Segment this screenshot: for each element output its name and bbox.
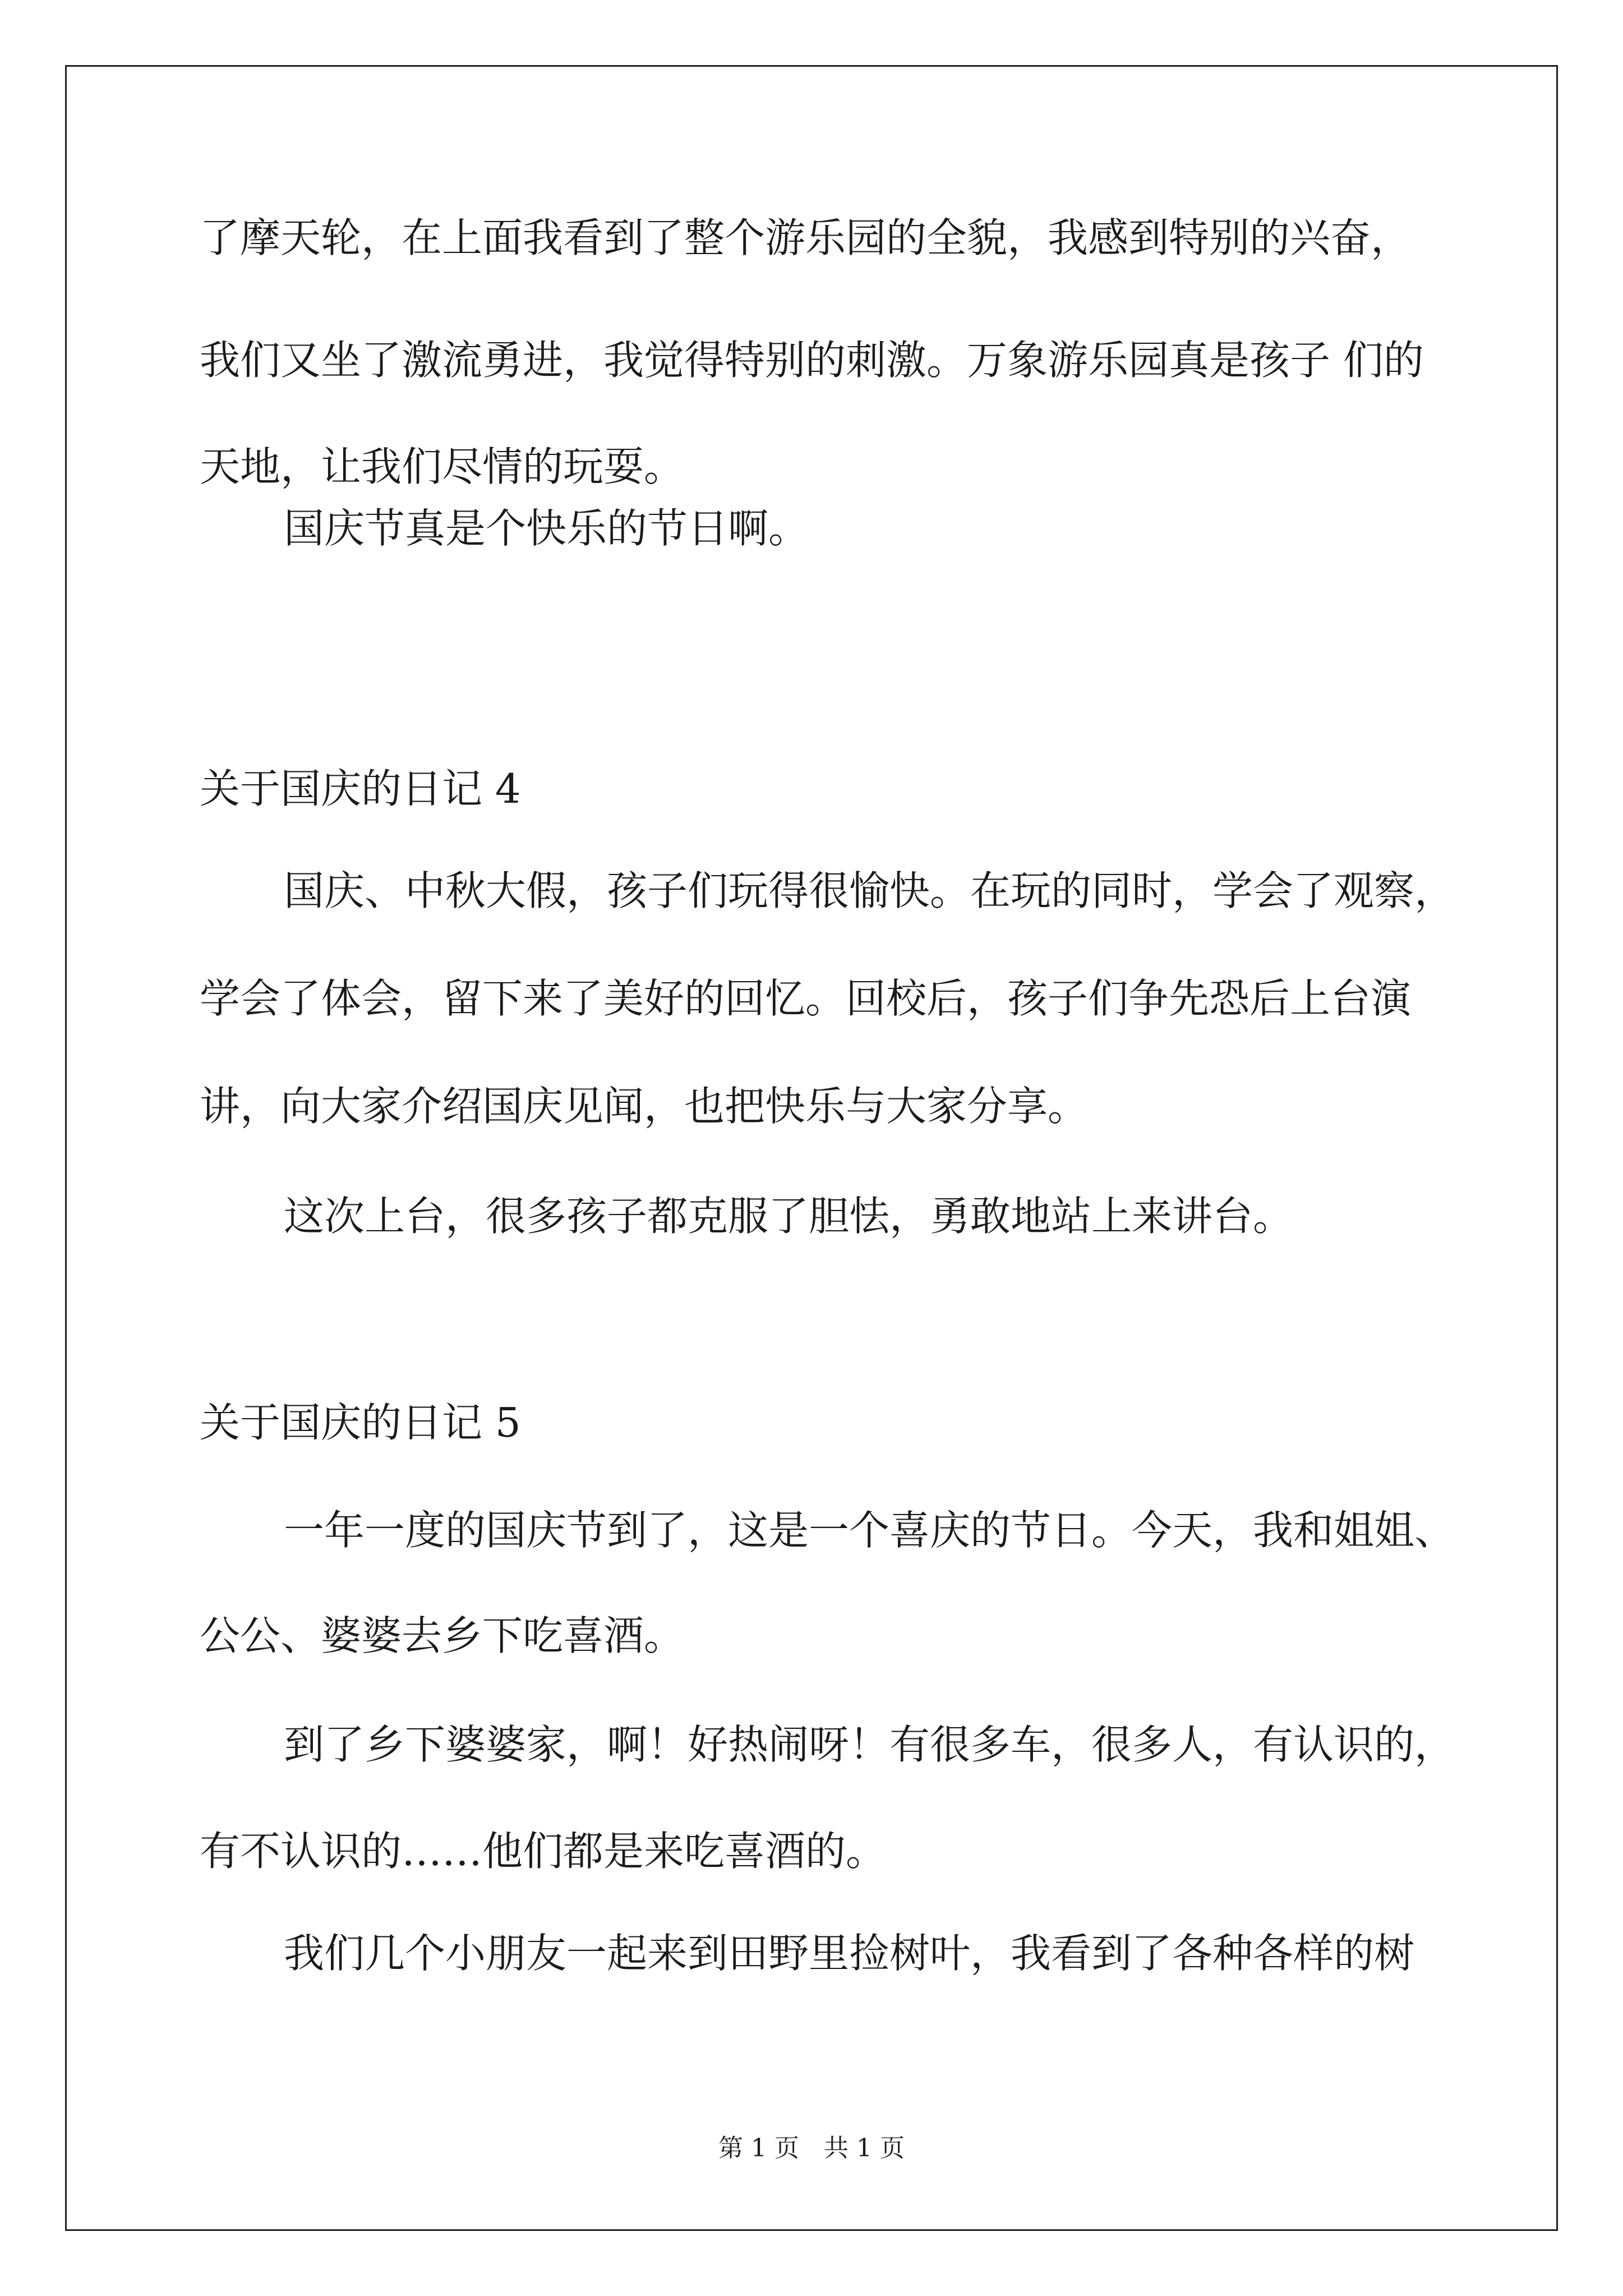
paragraph-line: 我们几个小朋友一起来到田野里捡树叶，我看到了各种各样的树 xyxy=(284,1930,1415,1977)
paragraph-line: 天地，让我们尽情的玩耍。 xyxy=(200,443,685,490)
page-border xyxy=(65,65,1558,2231)
paragraph-line: 一年一度的国庆节到了，这是一个喜庆的节日。今天，我和姐姐、 xyxy=(284,1507,1455,1554)
section-heading: 关于国庆的日记 5 xyxy=(200,1399,521,1446)
paragraph-line: 到了乡下婆婆家，啊！好热闹呀！有很多车，很多人，有认识的， xyxy=(284,1721,1455,1768)
paragraph-line: 学会了体会，留下来了美好的回忆。回校后，孩子们争先恐后上台演 xyxy=(200,975,1412,1022)
paragraph-line: 国庆、中秋大假，孩子们玩得很愉快。在玩的同时，学会了观察， xyxy=(284,867,1455,914)
paragraph-line: 了摩天轮，在上面我看到了整个游乐园的全貌，我感到特别的兴奋， xyxy=(200,214,1412,261)
page-footer: 第 1 页 共 1 页 xyxy=(718,2134,905,2162)
paragraph-line: 这次上台，很多孩子都克服了胆怯，勇敢地站上来讲台。 xyxy=(284,1193,1294,1240)
paragraph-line: 国庆节真是个快乐的节日啊。 xyxy=(284,505,809,552)
paragraph-line: 公公、婆婆去乡下吃喜酒。 xyxy=(200,1612,685,1659)
section-heading: 关于国庆的日记 4 xyxy=(200,765,521,812)
paragraph-line: 讲，向大家介绍国庆见闻，也把快乐与大家分享。 xyxy=(200,1083,1089,1130)
paragraph-line: 有不认识的……他们都是来吃喜酒的。 xyxy=(200,1828,887,1875)
paragraph-line: 我们又坐了激流勇进，我觉得特别的刺激。万象游乐园真是孩子 们的 xyxy=(200,337,1424,384)
